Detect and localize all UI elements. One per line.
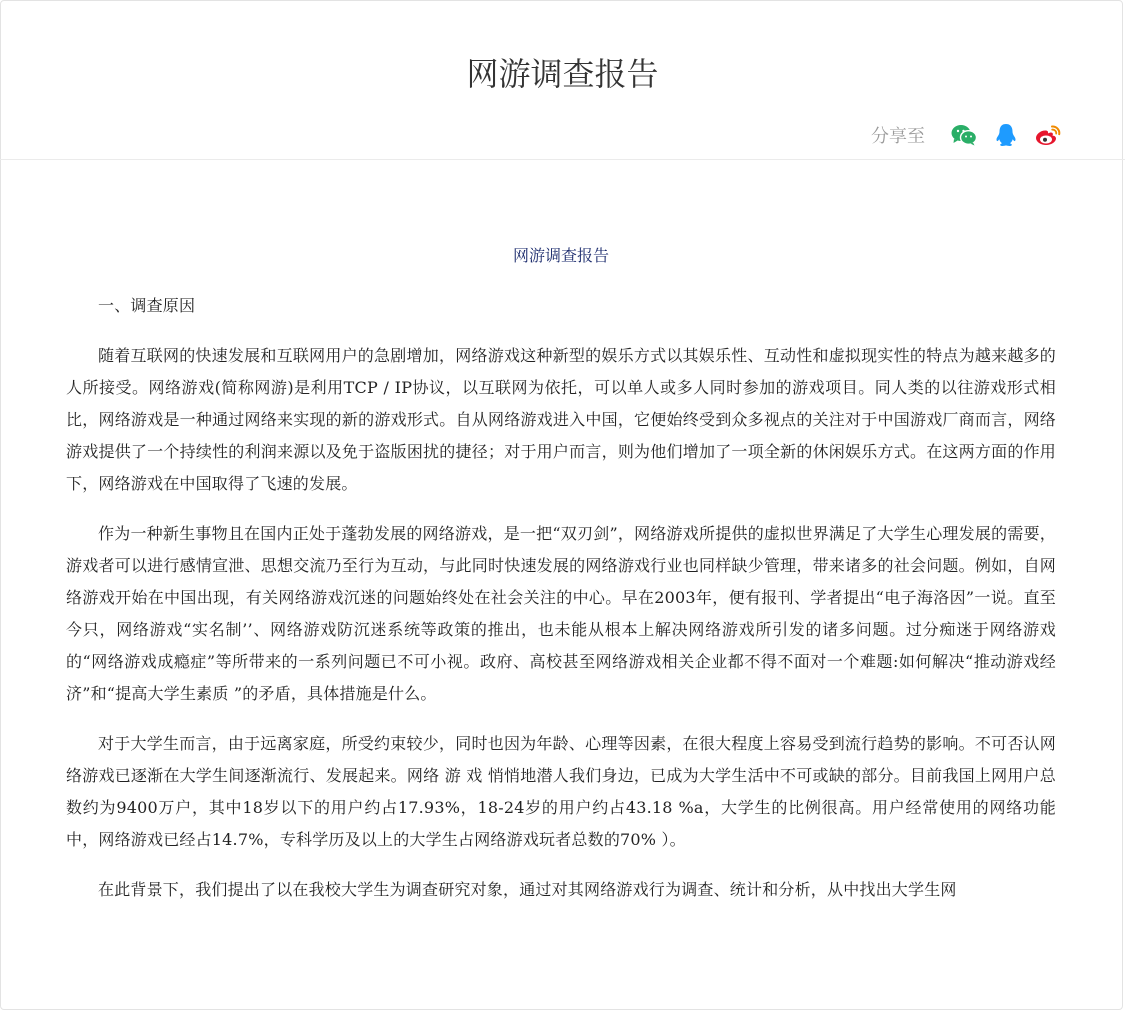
paragraph: 在此背景下，我们提出了以在我校大学生为调查研究对象，通过对其网络游戏行为调查、统计和分析，从中找出大学生网: [98, 880, 957, 899]
paragraph: 随着互联网的快速发展和互联网用户的急剧增加，网络游戏这种新型的娱乐方式以其娱乐性、互动性和虚拟现实性的特点为越来越多的人所接受。网络游戏(简称网游)是利用TCP / IP协议，以互联网为依托，可以单人或多人同时参加的游戏项目。同人类的以往游戏形式相比，网络游戏是一种通过网络来实现的新的游戏形式。自从网络游戏进入中国，它便始终受到众多视点的关注对于中国游戏厂商而言，网络游戏提供了一个持续性的利润来源以及免于盗版困扰的捷径；对于用户而言，则为他们增加了一项全新的休闲娱乐方式。在这两方面的作用下，网络游戏在中国取得了飞速的发展。: [66, 346, 1056, 493]
paragraph: 作为一种新生事物且在国内正处于蓬勃发展的网络游戏，是一把“双刃剑”，网络游戏所提供的虚拟世界满足了大学生心理发展的需要，游戏者可以进行感情宣泄、思想交流乃至行为互动，与此同时快速发展的网络游戏行业也同样缺少管理，带来诸多的社会问题。例如，自网络游戏开始在中国出现，有关网络游戏沉迷的问题始终处在社会关注的中心。早在2003年，便有报刊、学者提出“电子海洛因”一说。直至今只，网络游戏“实名制’’、网络游戏防沉迷系统等政策的推出，也未能从根本上解决网络游戏所引发的诸多问题。过分痴迷于网络游戏的“网络游戏成瘾症”等所带来的一系列问题已不可小视。政府、高校甚至网络游戏相关企业都不得不面对一个难题:如何解决“推动游戏经济”和“提高大学生素质 ”的矛盾，具体措施是什么。: [66, 524, 1056, 703]
page-header: [0, 0, 1125, 160]
share-label: 分享至: [871, 126, 925, 147]
document-body: [66, 240, 1056, 924]
share-bar: [871, 120, 1063, 150]
document-title: 网游调查报告: [512, 246, 609, 265]
share-weibo-button[interactable]: [1033, 120, 1063, 150]
section-heading: 一、调查原因: [98, 296, 196, 315]
weibo-icon: [1035, 124, 1061, 146]
page-title: 网游调查报告: [466, 55, 659, 93]
share-qq-button[interactable]: [991, 120, 1021, 150]
share-wechat-button[interactable]: [949, 120, 979, 150]
wechat-icon: [951, 124, 977, 146]
paragraph: 对于大学生而言，由于远离家庭，所受约束较少，同时也因为年龄、心理等因素，在很大程度上容易受到流行趋势的影响。不可否认网络游戏已逐渐在大学生间逐渐流行、发展起来。网络 游 戏 悄悄地潜人我们身边，已成为大学生活中不可或缺的部分。目前我国上网用户总数约为9400万户，其中18岁以下的用户约占17.93%，18-24岁的用户约占43.18 %a，大学生的比例很高。用户经常使用的网络功能中，网络游戏已经占14.7%，专科学历及以上的大学生占网络游戏玩者总数的70% ）。: [66, 734, 1056, 849]
qq-icon: [995, 123, 1017, 147]
